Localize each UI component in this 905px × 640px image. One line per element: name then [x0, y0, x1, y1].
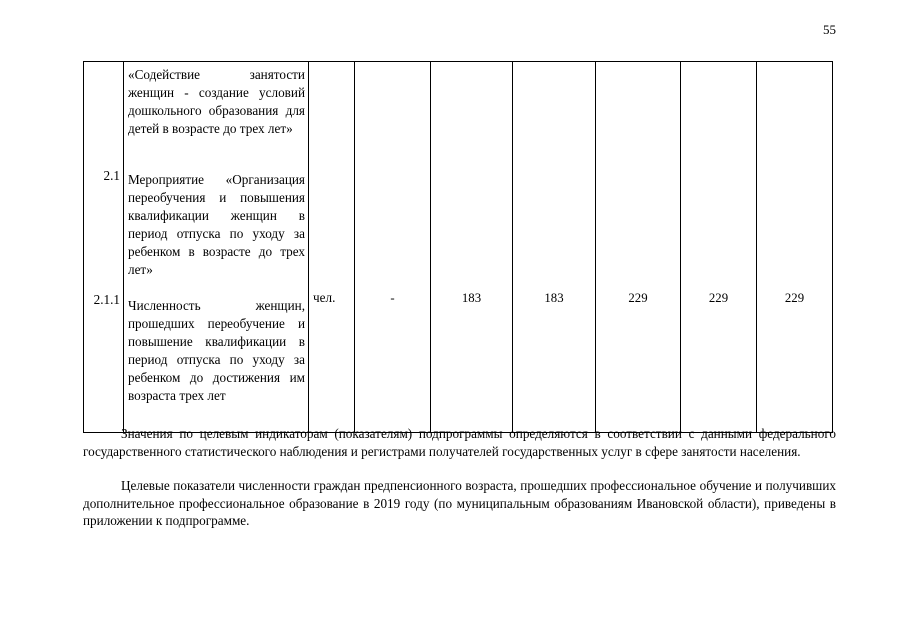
row-text-1: Мероприятие «Организация переобучения и повышения квалификации женщин в период отпуска по уходу за ребенком в возрасте до трех лет» — [128, 172, 305, 277]
paragraph-appendix-note: Целевые показатели численности граждан предпенсионного возраста, прошедших профессиональное обучение и получивших дополнительное профессиональное образование в 2019 году (по муниципальным образованиям Ивановской области), приведены в приложении к подпрограмме. — [83, 478, 836, 529]
row-value-2-4: 229 — [628, 291, 648, 305]
unit-column — [309, 62, 355, 433]
row-code-0 — [84, 62, 123, 165]
value-column-6 — [757, 62, 833, 433]
row-value-2-6: 229 — [784, 291, 805, 305]
row-unit-2: чел. — [313, 290, 336, 305]
value-column-4 — [596, 62, 681, 433]
paragraph-indicator-sources: Значения по целевым индикаторам (показателям) подпрограммы определяются в соответствии с данными федерального государственного статистического наблюдения и регистрами получателей государственных услуг в сфере занятости населения. — [83, 426, 836, 459]
row-text-2: Численность женщин, прошедших переобучение и повышение квалификации в период отпуска по уходу за ребенком до достижения им возраста трех лет — [128, 298, 305, 403]
row-code-2: 2.1.1 — [93, 292, 120, 307]
value-column-3 — [513, 62, 596, 433]
row-value-2-2: 183 — [461, 291, 482, 305]
name-column — [124, 62, 309, 433]
value-column-2 — [431, 62, 513, 433]
row-value-2-5: 229 — [708, 291, 729, 305]
indicators-table — [83, 61, 833, 433]
page-number: 55 — [823, 22, 836, 37]
row-code-1: 2.1 — [103, 168, 120, 183]
row-value-2-1: - — [390, 291, 395, 305]
row-value-2-3: 183 — [544, 291, 564, 305]
row-text-0: «Содействие занятости женщин - создание условий дошкольного образования для детей в возрасте до трех лет» — [128, 67, 305, 136]
value-column-5 — [681, 62, 757, 433]
value-column-1 — [355, 62, 431, 433]
code-column — [84, 62, 124, 433]
